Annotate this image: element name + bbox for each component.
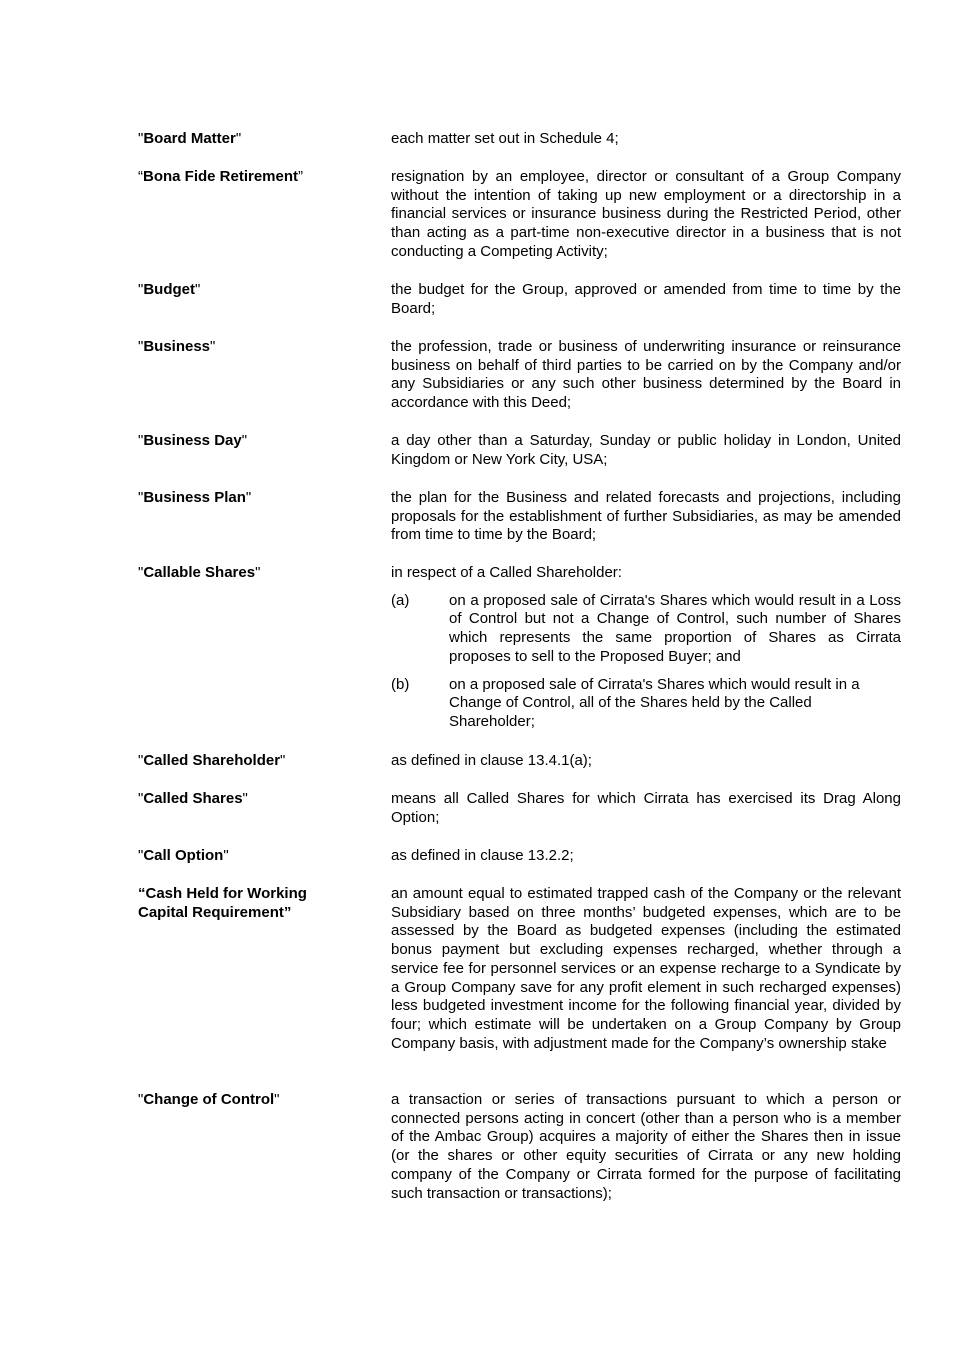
definition-term: "Change of Control" — [138, 1091, 280, 1108]
sub-clause-b — [391, 676, 901, 732]
definition-term: “Cash Held for Working Capital Requirement” — [138, 885, 307, 921]
definition-term: "Business Plan" — [138, 489, 252, 506]
sub-clause-a — [391, 592, 901, 667]
definition-text: the plan for the Business and related forecasts and projections, including proposals for the establishment of further Subsidiaries, as may be amended from time to time by the Board; — [391, 489, 901, 544]
definition-text: as defined in clause 13.2.2; — [391, 847, 574, 864]
definition-term: "Called Shares" — [138, 790, 248, 807]
definition-term: "Budget" — [138, 281, 201, 298]
sub-clause-label: (b) — [391, 675, 410, 693]
definition-term: "Callable Shares" — [138, 564, 261, 581]
definition-term: "Called Shareholder" — [138, 752, 286, 769]
definition-text: a transaction or series of transactions pursuant to which a person or connected persons acting in concert (other than a person who is a member of the Ambac Group) acquires a majority of either the Shares then in issue (or the shares or other equity securities of Cirrata or any new holding company of the Company or Cirrata formed for the purpose of facilitating such transaction or transactions); — [391, 1091, 901, 1202]
definition-text: in respect of a Called Shareholder: (a) on a proposed sale of Cirrata's Shares which would result in a Loss of Control but not a Change of Control, such number of Shares which represents the same proportion of Shares as Cirrata proposes to sell to the Proposed Buyer; and (b) on a proposed sale of Cirrata's Shares which would result in a Change of Control, all of the Shares held by the Called Shareholder; — [391, 564, 901, 730]
definition-text: the budget for the Group, approved or amended from time to time by the Board; — [391, 281, 901, 317]
sub-clause-label: (a) — [391, 591, 410, 609]
definition-text: an amount equal to estimated trapped cash of the Company or the relevant Subsidiary based on three months’ budgeted expenses, which are to be assessed by the Board as budgeted expenses (including the estimated bonus payment but excluding expenses recharged, whether through a service fee for personnel services or an expense recharge to a Syndicate by a Group Company save for any profit element in such recharged expenses) less budgeted investment income for the following financial year, divided by four; which estimate will be undertaken on a Group Company by Group Company basis, with adjustment made for the Company’s ownership stake — [391, 885, 901, 1052]
definition-term: "Business Day" — [138, 432, 248, 449]
definition-term: "Call Option" — [138, 847, 229, 864]
definition-text: resignation by an employee, director or consultant of a Group Company without the intention of taking up new employment or a directorship in a financial services or insurance business during the Restricted Period, other than acting as a part-time non-executive director in a business that is not conducting a Competing Activity; — [391, 168, 901, 260]
sub-clause-text: on a proposed sale of Cirrata's Shares which would result in a Loss of Control but not a Change of Control, such number of Shares which represents the same proportion of Shares as Cirrata proposes to sell to the Proposed Buyer; and — [449, 591, 901, 665]
definition-text: a day other than a Saturday, Sunday or public holiday in London, United Kingdom or New York City, USA; — [391, 432, 901, 468]
definition-text: each matter set out in Schedule 4; — [391, 130, 619, 147]
definition-term: "Business" — [138, 338, 216, 355]
definition-text: as defined in clause 13.4.1(a); — [391, 752, 592, 769]
definition-term: “Bona Fide Retirement” — [138, 168, 304, 185]
definition-text: means all Called Shares for which Cirrata has exercised its Drag Along Option; — [391, 790, 901, 826]
definition-term: "Board Matter" — [138, 130, 242, 147]
definition-text: the profession, trade or business of underwriting insurance or reinsurance business on behalf of third parties to be carried on by the Company and/or any Subsidiaries or any such other business determined by the Board in accordance with this Deed; — [391, 338, 901, 412]
sub-clause-text: on a proposed sale of Cirrata's Shares which would result in a Change of Control, all of the Shares held by the Called Shareholder; — [449, 675, 860, 730]
